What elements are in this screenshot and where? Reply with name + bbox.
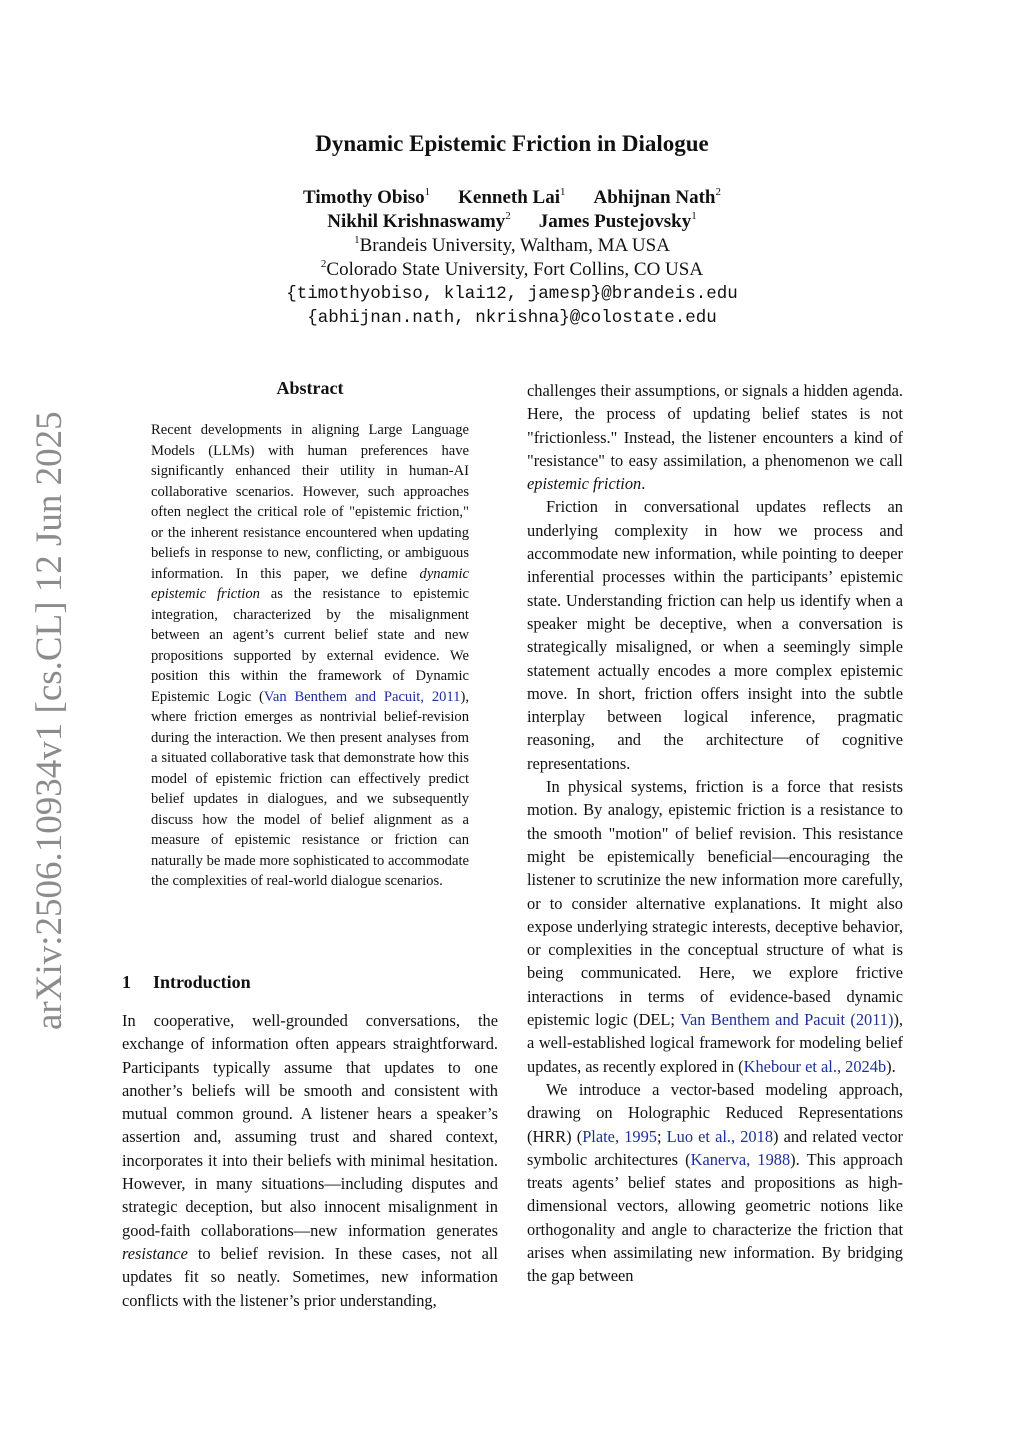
arxiv-identifier[interactable]: arXiv:2506.10934v1 [cs.CL] 12 Jun 2025: [29, 411, 70, 1030]
section-heading: [122, 972, 251, 993]
citation-link[interactable]: Luo et al., 2018: [666, 1126, 774, 1146]
paragraph: In cooperative, well-grounded conversations, the exchange of information often appears straightforward. Participants typically assume that updates to one another’s beliefs will be smooth and consistent with mutual common ground. A listener hears a speaker’s assertion and, assuming trust and shared context, incorporates it into their beliefs with minimal hesitation. However, in many situations—including disputes and strategic deception, but also innocent misalignment in good-faith collaborations—new information generates resistance to belief revision. In these cases, not all updates fit so neatly. Sometimes, new information conflicts with the listener’s prior understanding,: [122, 1011, 498, 1310]
affiliation-mark: 2: [320, 258, 327, 270]
email-line-2[interactable]: {abhijnan.nath, nkrishna}@colostate.edu: [307, 308, 717, 328]
paragraph: challenges their assumptions, or signals a hidden agenda. Here, the process of updating belief states is not "frictionless." Instead, the listener encounters a kind of "resistance" to easy assimilation, a phenomenon we call epistemic friction.: [527, 381, 903, 494]
abstract-heading: Abstract: [276, 378, 344, 398]
abstract-emphasis: dynamic epistemic friction: [151, 565, 469, 602]
abstract-text: ), where friction emerges as nontrivial belief-revision during the interaction. We then present analyses from a situated collaborative task that demonstrate how this model of epistemic friction can effectively predict belief updates in dialogues, and we subsequently discuss how the model of belief alignment as a measure of epistemic resistance or friction can naturally be made more sophisticated to accommodate the complexities of real-world dialogue scenarios.: [151, 688, 469, 889]
affiliation-mark: 1: [354, 234, 360, 246]
section-number: 1: [122, 972, 131, 992]
author-block: [0, 186, 1024, 330]
paper-title: Dynamic Epistemic Friction in Dialogue: [315, 131, 709, 156]
author-row-2: [0, 210, 1024, 234]
citation-link[interactable]: Kanerva, 1988: [690, 1149, 791, 1169]
email-line-1[interactable]: {timothyobiso, klai12, jamesp}@brandeis.edu: [286, 284, 738, 304]
citation-link[interactable]: Plate, 1995: [582, 1126, 657, 1146]
citation-link[interactable]: Khebour et al., 2024b: [743, 1056, 887, 1076]
affiliation-mark: 1: [424, 186, 431, 198]
author-row-1: [0, 186, 1024, 210]
citation-link[interactable]: Van Benthem and Pacuit, 2011: [263, 688, 461, 705]
author-name: Abhijnan Nath: [593, 187, 716, 208]
affiliation-1: [0, 234, 1024, 258]
abstract-body: [151, 420, 469, 892]
affiliation-2: [0, 258, 1024, 282]
paragraph: Friction in conversational updates reflects an underlying complexity in how we process and accommodate new information, while pointing to deeper inferential processes within the participants’ epistemic state. Understanding friction can help us identify when a speaker might be deceptive, when a conversation is strategically misaligned, or when a seemingly simple statement actually encodes a more complex epistemic move. In short, friction offers insight into the subtle interplay between logical inference, pragmatic reasoning, and the architecture of cognitive representations.: [527, 497, 903, 773]
affiliation-text: Brandeis University, Waltham, MA USA: [359, 235, 670, 256]
author-name: Kenneth Lai: [458, 187, 560, 208]
section-title: Introduction: [153, 972, 251, 992]
author-name: Timothy Obiso: [303, 187, 425, 208]
paragraph: In physical systems, friction is a force that resists motion. By analogy, epistemic friction is a resistance to the smooth "motion" of belief revision. This resistance might be epistemically beneficial—encouraging the listener to scrutinize the new information more carefully, or to consider alternative explanations. It might also expose underlying strategic interests, deceptive behavior, or complexities in the conceptual structure of what is being communicated. Here, we explore frictive interactions in terms of evidence-based dynamic epistemic logic (DEL; Van Benthem and Pacuit (2011)), a well-established logical framework for modeling belief updates, as recently explored in (Khebour et al., 2024b).: [527, 777, 904, 1076]
affiliation-mark: 2: [715, 186, 721, 198]
left-column-body: [122, 1009, 498, 1312]
abstract-text: as the resistance to epistemic integration, characterized by the misalignment between an agent’s current belief state and new propositions supported by external evidence. We position this within the framework of Dynamic Epistemic Logic (: [151, 586, 469, 705]
citation-link[interactable]: Van Benthem and Pacuit (2011): [679, 1010, 894, 1030]
affiliation-mark: 1: [691, 210, 697, 222]
abstract-text: Recent developments in aligning Large Language Models (LLMs) with human preferences have significantly enhanced their utility in human-AI collaborative scenarios. However, such approaches often neglect the critical role of "epistemic friction," or the inherent resistance encountered when updating beliefs in response to new, conflicting, or ambiguous information. In this paper, we define: [151, 422, 469, 582]
affiliation-mark: 1: [560, 186, 566, 198]
affiliation-mark: 2: [505, 210, 511, 222]
author-name: James Pustejovsky: [538, 211, 692, 232]
affiliation-text: Colorado State University, Fort Collins, CO USA: [326, 259, 704, 280]
author-name: Nikhil Krishnaswamy: [327, 211, 506, 232]
paragraph: We introduce a vector-based modeling approach, drawing on Holographic Reduced Representations (HRR) (Plate, 1995; Luo et al., 2018) and related vector symbolic architectures (Kanerva, 1988). This approach treats agents’ belief states and propositions as high-dimensional vectors, allowing geometric notions like orthogonality and angle to characterize the friction that arises when assimilating new information. By bridging the gap between: [527, 1079, 903, 1286]
right-column-body: [527, 379, 903, 1288]
